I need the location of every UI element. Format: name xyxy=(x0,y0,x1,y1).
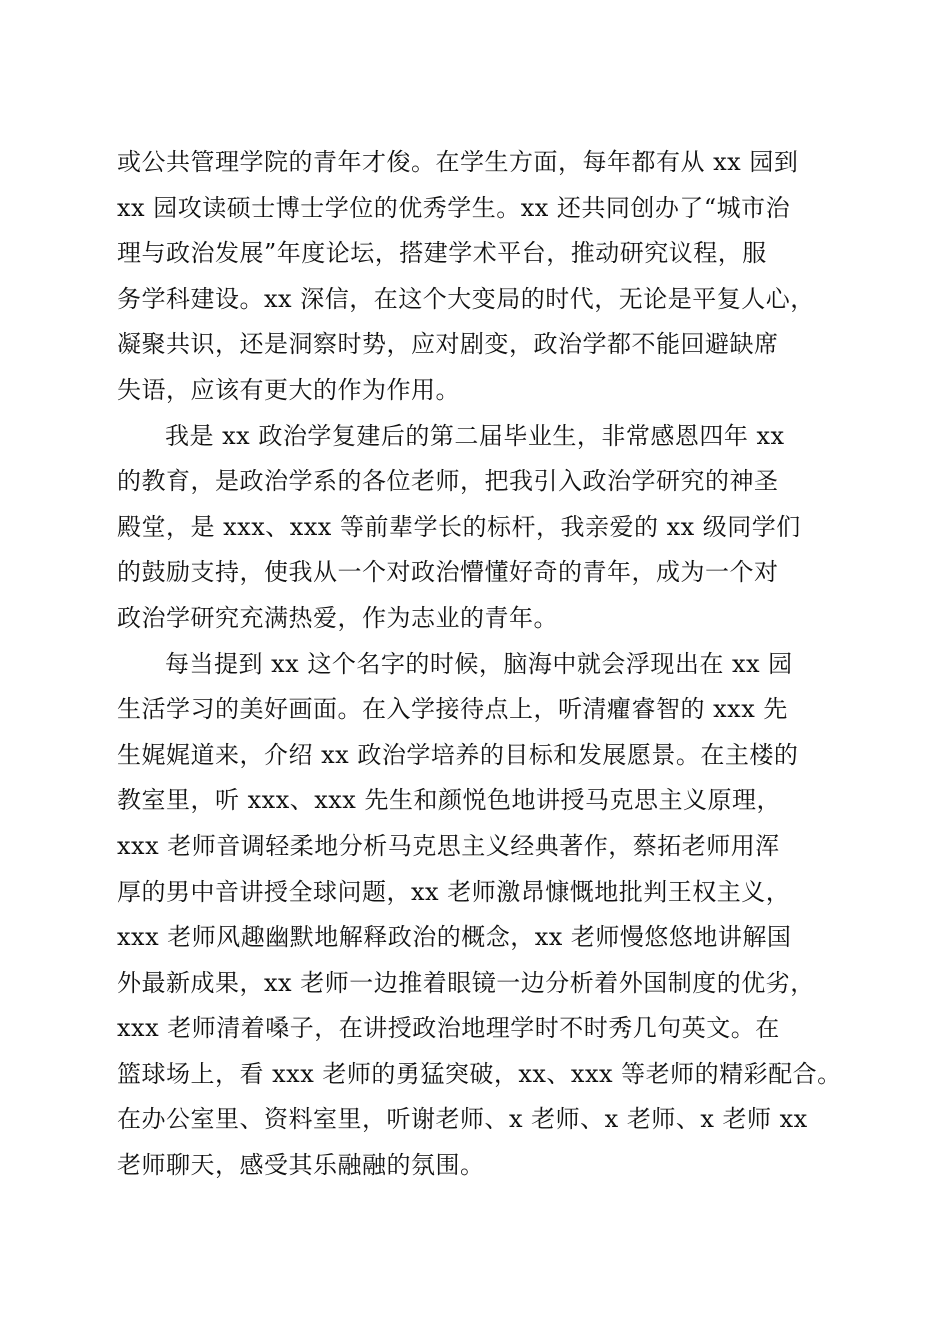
paragraph-line: 我是 xx 政治学复建后的第二届毕业生，非常感恩四年 xx xyxy=(165,421,785,450)
paragraph-line: 老师聊天，感受其乐融融的氛围。 xyxy=(117,1151,485,1180)
paragraph-line: 的教育，是政治学系的各位老师，把我引入政治学研究的神圣 xyxy=(117,467,779,496)
paragraph-line: xx 园攻读硕士博士学位的优秀学生。xx 还共同创办了“城市治 xyxy=(117,193,791,222)
paragraph-line: 每当提到 xx 这个名字的时候，脑海中就会浮现出在 xx 园 xyxy=(165,649,793,678)
paragraph-line: 外最新成果，xx 老师一边推着眼镜一边分析着外国制度的优劣， xyxy=(117,968,815,997)
paragraph-line: xxx 老师清着嗓子，在讲授政治地理学时不时秀几句英文。在 xyxy=(117,1014,780,1043)
paragraph-line: 政治学研究充满热爱，作为志业的青年。 xyxy=(117,603,558,632)
paragraph-line: xxx 老师音调轻柔地分析马克思主义经典著作，蔡拓老师用浑 xyxy=(117,831,780,860)
paragraph-line: 理与政治发展”年度论坛，搭建学术平台，推动研究议程，服 xyxy=(117,239,767,268)
paragraph-line: 在办公室里、资料室里，听谢老师、x 老师、x 老师、x 老师 xx xyxy=(117,1105,808,1134)
paragraph-line: 教室里，听 xxx、xxx 先生和颜悦色地讲授马克思主义原理， xyxy=(117,786,781,815)
paragraph-3 xyxy=(117,642,842,1189)
paragraph-line: 务学科建设。xx 深信，在这个大变局的时代，无论是平复人心， xyxy=(117,284,815,313)
paragraph-line: 厚的男中音讲授全球问题，xx 老师激昂慷慨地批判王权主义， xyxy=(117,877,791,906)
paragraph-line: 的鼓励支持，使我从一个对政治懵懂好奇的青年，成为一个对 xyxy=(117,558,779,587)
document-body xyxy=(117,140,842,1189)
paragraph-line: 生活学习的美好画面。在入学接待点上，听清癯睿智的 xxx 先 xyxy=(117,695,788,724)
paragraph-1 xyxy=(117,140,837,414)
paragraph-line: 篮球场上，看 xxx 老师的勇猛突破，xx、xxx 等老师的精彩配合。 xyxy=(117,1059,842,1088)
paragraph-line: 殿堂，是 xxx、xxx 等前辈学长的标杆，我亲爱的 xx 级同学们 xyxy=(117,512,801,541)
paragraph-line: 失语，应该有更大的作为作用。 xyxy=(117,375,460,404)
paragraph-line: 凝聚共识，还是洞察时势，应对剧变，政治学都不能回避缺席 xyxy=(117,330,779,359)
paragraph-line: 生娓娓道来，介绍 xx 政治学培养的目标和发展愿景。在主楼的 xyxy=(117,740,799,769)
paragraph-2 xyxy=(117,414,837,642)
paragraph-line: xxx 老师风趣幽默地解释政治的概念，xx 老师慢悠悠地讲解国 xyxy=(117,923,792,952)
paragraph-line: 或公共管理学院的青年才俊。在学生方面，每年都有从 xx 园到 xyxy=(117,148,799,176)
